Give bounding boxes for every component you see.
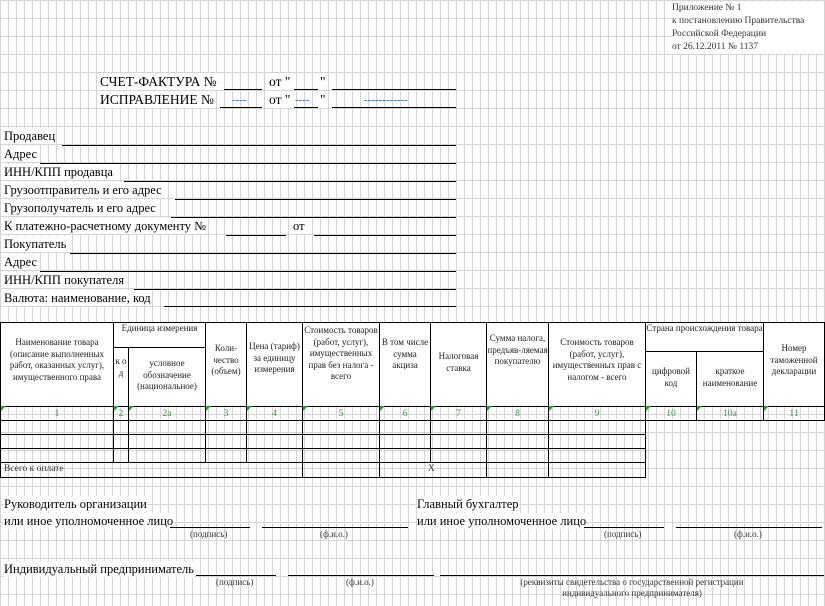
seller-inn-field[interactable] xyxy=(124,181,456,182)
invoice-number-field[interactable] xyxy=(224,89,262,90)
invoice-quote-close: " xyxy=(320,74,326,89)
header-unit: Единица измерения xyxy=(114,323,205,347)
header-origin-short: краткое наименование xyxy=(697,352,763,405)
head-label-line-2: или иное уполномоченное лицо xyxy=(4,514,174,528)
shipper-label: Грузоотправитель и его адрес xyxy=(4,183,162,197)
buyer-label: Покупатель xyxy=(4,237,67,251)
header-unit-symbol: условное обозначение (национальное) xyxy=(129,348,205,405)
invoice-from-label: от " xyxy=(269,74,291,89)
header-excise: В том числе сумма акциза xyxy=(380,323,430,405)
col-number-8: 8 xyxy=(515,409,520,419)
table-top-border xyxy=(0,322,825,323)
col-border-5 xyxy=(302,322,303,478)
seller-label: Продавец xyxy=(4,129,56,143)
col-number-7: 7 xyxy=(456,409,461,419)
correction-number-field[interactable] xyxy=(220,107,262,108)
appendix-line-1: Приложение № 1 xyxy=(672,3,742,13)
header-cost-no-tax: Стоимость товаров (работ, услуг), имущественных прав без налога - всего xyxy=(303,323,379,405)
invoice-day-field[interactable] xyxy=(294,89,318,90)
header-name: Наименование товара (описание выполненных работ, оказанных услуг), имущественного права xyxy=(1,323,113,405)
header-customs: Номер таможенной декларации xyxy=(764,323,824,405)
entrepreneur-signature-field[interactable] xyxy=(196,575,276,576)
col-border-4 xyxy=(246,322,247,463)
col-number-6: 6 xyxy=(402,409,408,419)
buyer-address-label: Адрес xyxy=(4,255,38,269)
accountant-label-line-1: Главный бухгалтер xyxy=(417,497,519,511)
invoice-label: СЧЕТ-ФАКТУРА № xyxy=(100,74,217,89)
origin-sub-border xyxy=(646,351,764,352)
entrepreneur-name-caption: (ф.и.о.) xyxy=(346,577,374,587)
seller-field[interactable] xyxy=(62,145,456,146)
header-quantity: Коли-чество (объем) xyxy=(206,323,246,405)
invoice-month-field[interactable] xyxy=(332,89,456,90)
payment-doc-date-field[interactable] xyxy=(314,235,456,236)
header-origin: Страна происхождения товара xyxy=(646,323,763,351)
header-cost-with-tax: Стоимость товаров (работ, услуг), имущественных прав с налогом - всего xyxy=(549,323,645,405)
accountant-signature-caption: (подпись) xyxy=(604,529,642,539)
col-border-2 xyxy=(128,347,129,463)
entrepreneur-registration-field[interactable] xyxy=(440,575,824,576)
buyer-inn-label: ИНН/КПП покупателя xyxy=(4,273,125,287)
accountant-label-line-2: или иное уполномоченное лицо xyxy=(417,514,587,528)
entrepreneur-signature-caption: (подпись) xyxy=(216,577,254,587)
payment-doc-label: К платежно-расчетному документу № xyxy=(4,219,207,233)
seller-inn-label: ИНН/КПП продавца xyxy=(4,165,113,179)
accountant-signature-field[interactable] xyxy=(584,527,664,528)
payment-doc-from-label: от xyxy=(293,219,305,233)
correction-quote-close: " xyxy=(320,92,326,107)
col-border-3 xyxy=(205,322,206,463)
total-mark: X xyxy=(428,464,435,474)
correction-month-field[interactable] xyxy=(332,107,456,108)
buyer-field[interactable] xyxy=(70,253,456,254)
head-name-caption: (ф.и.о.) xyxy=(320,529,348,539)
registration-caption xyxy=(440,577,824,599)
col-border-1 xyxy=(113,322,114,463)
col-number-5: 5 xyxy=(338,409,344,419)
invoice-table xyxy=(0,322,825,479)
shipper-field[interactable] xyxy=(175,199,456,200)
col-border-6 xyxy=(379,322,380,478)
row-1-border xyxy=(0,420,825,421)
col-border-8 xyxy=(486,322,487,478)
seller-address-label: Адрес xyxy=(4,147,38,161)
header-tax-rate: Налоговая ставка xyxy=(431,323,486,405)
consignee-label: Грузополучатель и его адрес xyxy=(4,201,156,215)
registration-caption-line-2: индивидуального предпринимателя) xyxy=(562,588,702,598)
header-unit-code: к о д xyxy=(114,348,128,405)
entrepreneur-name-field[interactable] xyxy=(288,575,434,576)
col-number-11: 11 xyxy=(789,409,799,419)
header-price: Цена (тариф) за единицу измерения xyxy=(247,323,302,405)
correction-day-placeholder: ---- xyxy=(295,94,310,106)
header-tax-sum: Сумма налога, предъяв-ляемая покупателю xyxy=(487,323,548,405)
payment-doc-number-field[interactable] xyxy=(226,235,286,236)
appendix-line-3: Российской Федерации xyxy=(672,29,767,39)
registration-caption-line-1: (реквизиты свидетельства о государственной регистрации xyxy=(520,577,744,587)
currency-field[interactable] xyxy=(164,306,456,307)
total-label: Всего к оплате xyxy=(4,464,64,474)
col-number-10: 10 xyxy=(666,409,676,419)
head-signature-field[interactable] xyxy=(170,527,250,528)
head-name-field[interactable] xyxy=(262,527,408,528)
col-border-0 xyxy=(0,322,1,478)
appendix-line-4: от 26.12.2011 № 1137 xyxy=(672,42,759,52)
appendix-note xyxy=(672,2,824,54)
accountant-name-field[interactable] xyxy=(676,527,822,528)
correction-month-placeholder: ------------ xyxy=(364,94,408,106)
head-label-line-1: Руководитель организации xyxy=(4,497,147,511)
accountant-name-caption: (ф.и.о.) xyxy=(734,529,762,539)
correction-day-field[interactable] xyxy=(294,107,318,108)
header-origin-code: цифровой код xyxy=(646,352,696,405)
correction-label: ИСПРАВЛЕНИЕ № xyxy=(100,92,214,107)
buyer-inn-field[interactable] xyxy=(134,289,456,290)
head-signature-caption: (подпись) xyxy=(190,529,228,539)
col-number-2a: 2а xyxy=(162,409,172,419)
col-number-2: 2 xyxy=(118,409,124,419)
col-number-4: 4 xyxy=(272,409,277,419)
correction-number-placeholder: ---- xyxy=(232,94,247,106)
col-number-1: 1 xyxy=(54,409,60,419)
consignee-field[interactable] xyxy=(171,217,456,218)
currency-label: Валюта: наименование, код xyxy=(4,291,151,305)
entrepreneur-label: Индивидуальный предприниматель xyxy=(4,562,194,576)
col-number-3: 3 xyxy=(223,409,229,419)
appendix-line-2: к постановлению Правительства xyxy=(672,16,805,26)
col-border-10 xyxy=(645,322,646,478)
col-number-9: 9 xyxy=(594,409,600,419)
correction-from-label: от " xyxy=(269,92,291,107)
col-border-7 xyxy=(430,322,431,463)
col-number-10a: 10а xyxy=(723,409,737,419)
col-border-9 xyxy=(548,322,549,478)
